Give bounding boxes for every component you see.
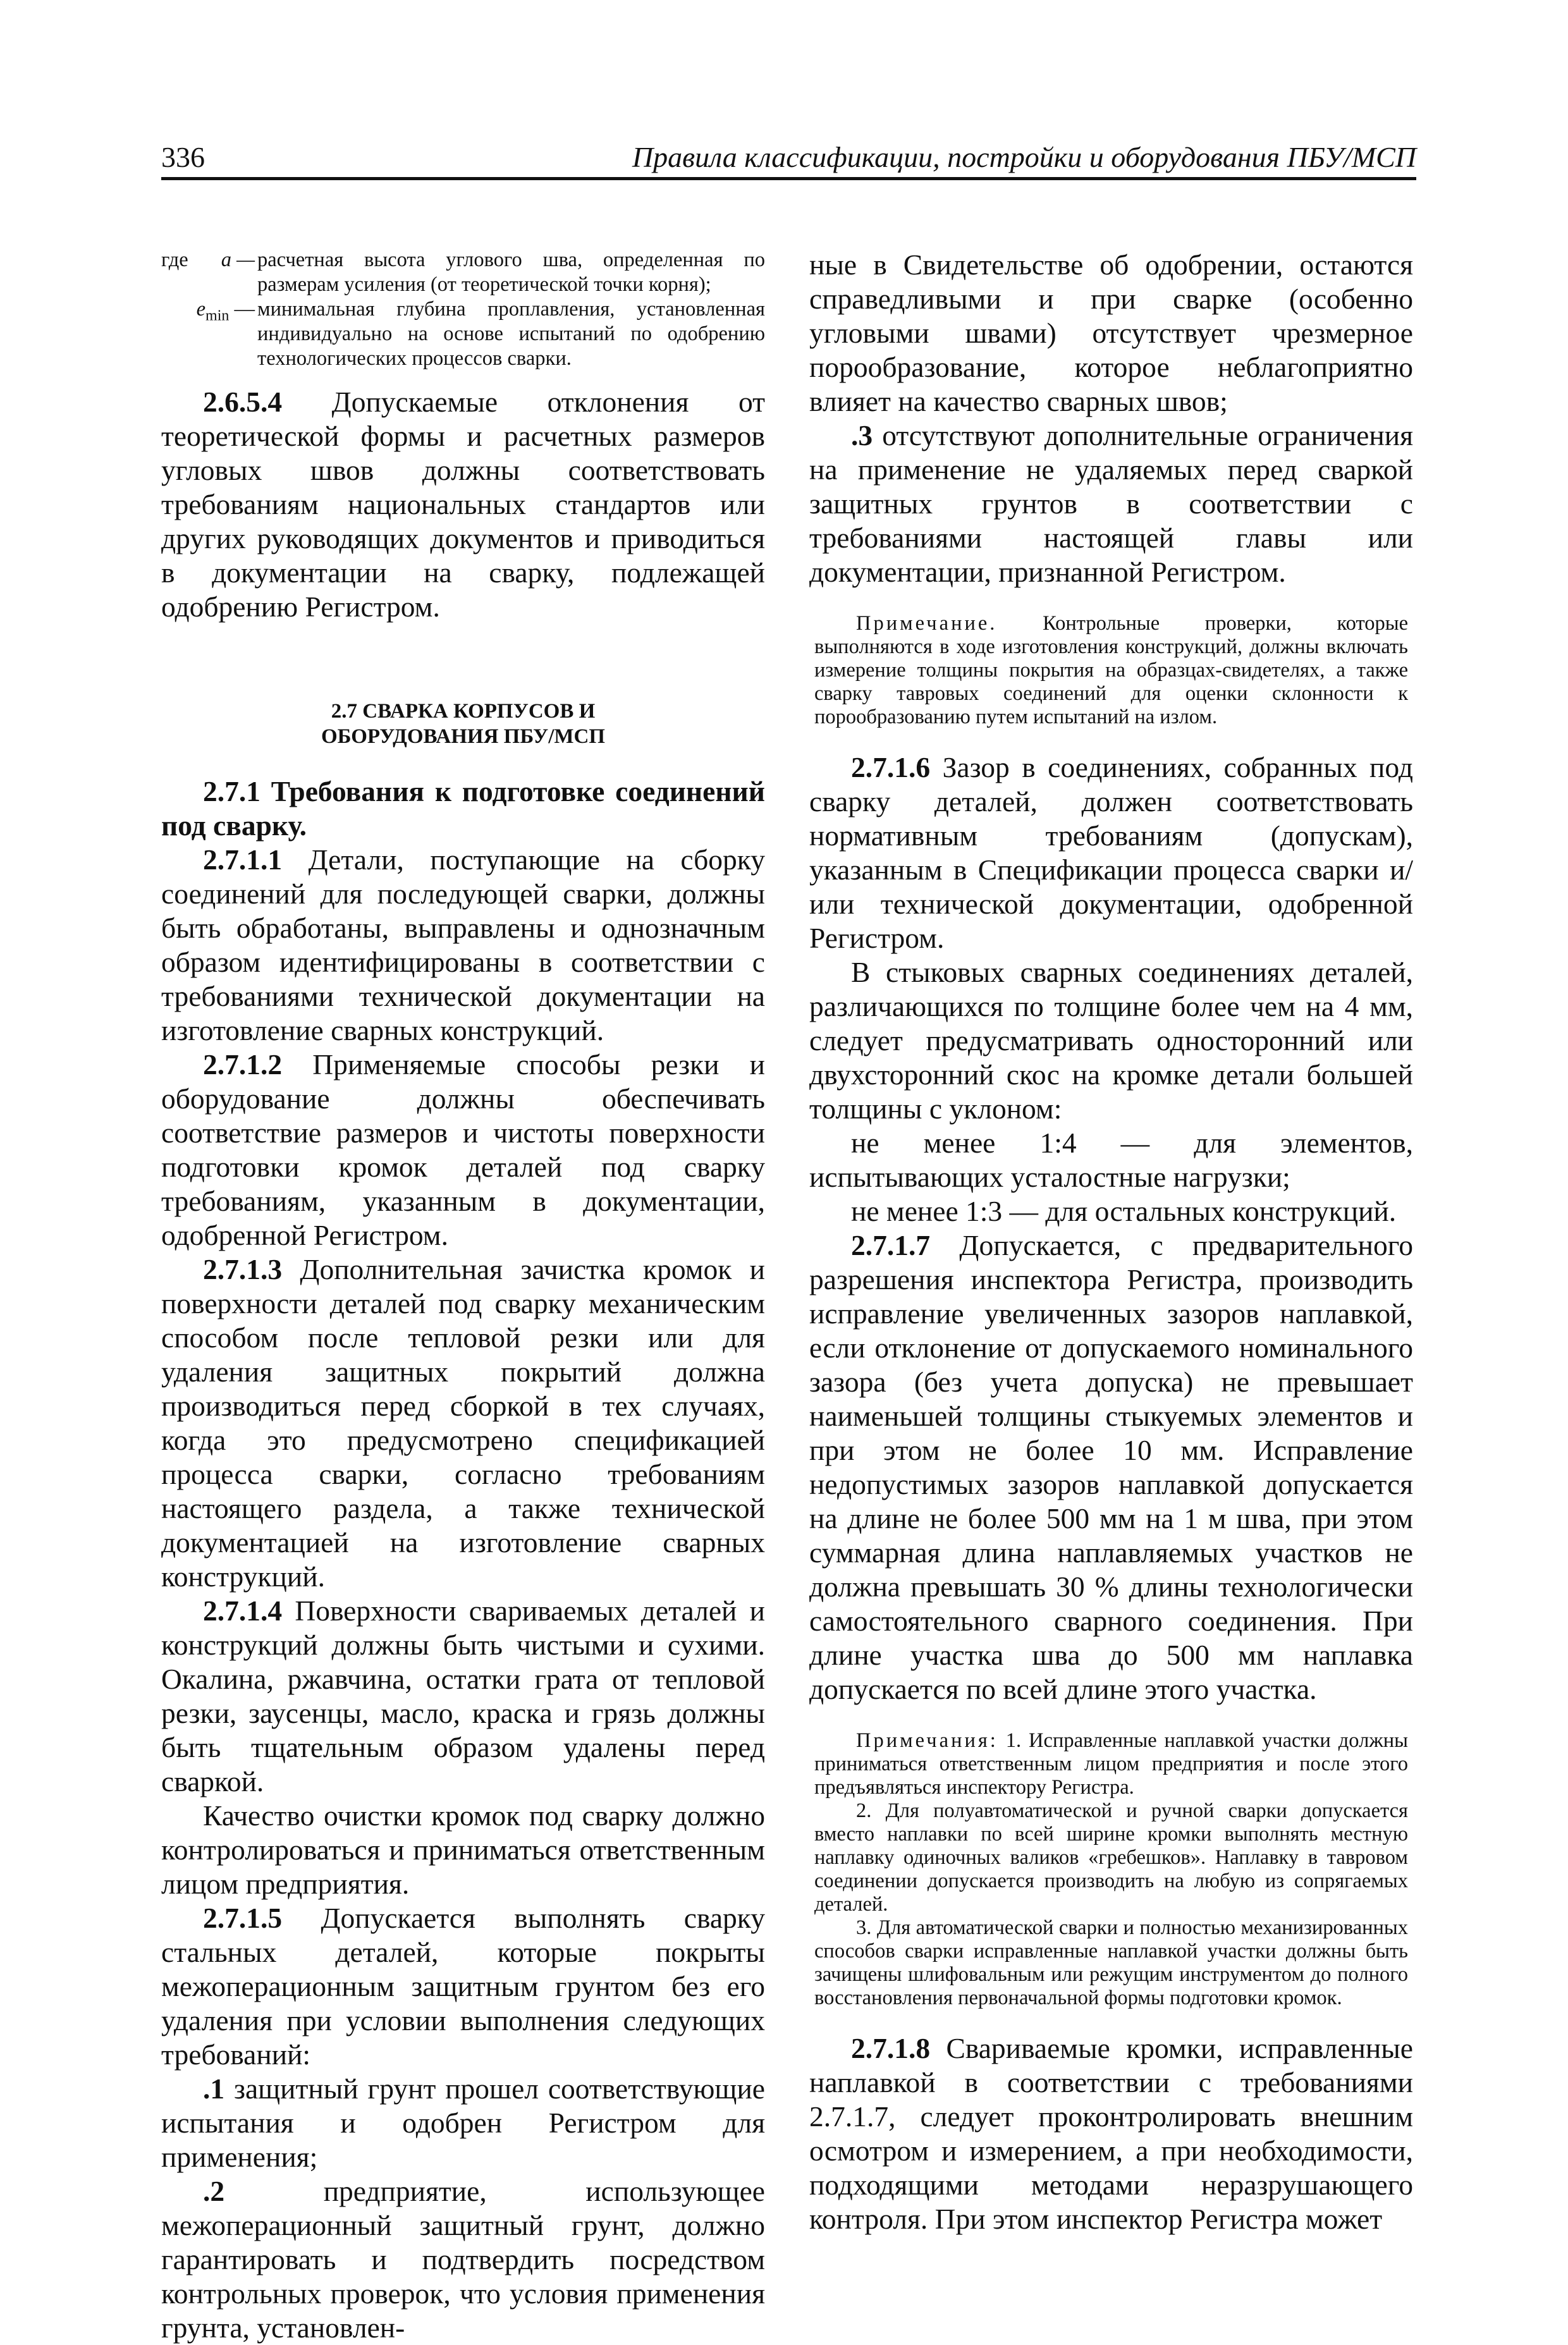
- clause-text: Допускается выполнять сварку стальных деталей, которые покрыты межоперационным защитным грунтом без его удаления при условии выполнения следующих требований:: [161, 1902, 765, 2071]
- clause-number: 2.7.1.6: [851, 751, 931, 783]
- def-emin-letter: e: [196, 298, 206, 321]
- running-title: Правила классификации, постройки и оборудования ПБУ/МСП: [632, 141, 1416, 173]
- paragraph-slope-other: не менее 1:3 — для остальных конструкций.: [851, 1195, 1397, 1227]
- clause-text: Дополнительная зачистка кромок и поверхности деталей под сварку механическим способом после тепловой резки или для удаления защитных покрытий должна производиться перед сборкой в тех случаях, когда это предусмотрено спецификацией процесса сварки, согласно требованиям настоящего раздела, а также технической документацией на изготовление сварных конструкций.: [161, 1253, 765, 1593]
- clause-text: Детали, поступающие на сборку соединений для последующей сварки, должны быть обработаны, выправлены и однозначным образом идентифицированы в соответствии с требованиями технической документации на изготовление сварных конструкций.: [161, 843, 765, 1046]
- def-a-text: расчетная высота углового шва, определенная по размерам усиления (от теоретической точки корня);: [257, 248, 765, 296]
- notes-3: 3. Для автоматической сварки и полностью механизированных способов сварки исправленные наплавкой участки должны быть зачищены шлифовальным или режущим инструментом до полного восстановления первоначальной формы подготовки кромок.: [814, 1916, 1408, 2009]
- clause-number: 2.7.1.8: [851, 2032, 931, 2064]
- subsection-title-2-7-1: 2.7.1 Требования к подготовке соединений под сварку.: [161, 775, 765, 842]
- def-emin-subscript: min: [205, 307, 230, 324]
- left-column: [161, 248, 765, 2345]
- note-1-text: 1. Исправленные наплавкой участки должны приниматься ответственным лицом предприятия и после этого предъявляться инспектору Регистра.: [814, 1729, 1408, 1799]
- paragraph-slope-fatigue: не менее 1:4 — для элементов, испытывающих усталостные нагрузки;: [809, 1127, 1413, 1193]
- clause-text: Поверхности свариваемых деталей и конструкций должны быть чистыми и сухими. Окалина, ржавчина, остатки грата от тепловой резки, заусенцы, масло, краска и грязь должны быть тщательным образом удалены перед сваркой.: [161, 1595, 765, 1797]
- where-label: где: [161, 248, 188, 271]
- section-title-2-7: 2.7 СВАРКА КОРПУСОВ И ОБОРУДОВАНИЯ ПБУ/МСП: [321, 700, 606, 748]
- paragraph-2-7-1-8: [809, 2031, 1413, 2236]
- list-item-2: [161, 2174, 765, 2345]
- clause-text: Свариваемые кромки, исправленные наплавкой в соответствии с требованиями 2.7.1.7, следует проконтролировать внешним осмотром и измерением, а при необходимости, подходящими методами неразрушающего контроля. При этом инспектор Регистра может: [809, 2032, 1413, 2235]
- def-a-symbol: a —: [221, 248, 255, 271]
- list-item-1: [161, 2072, 765, 2174]
- paragraph-butt-joints: В стыковых сварных соединениях деталей, различающихся по толщине более чем на 4 мм, следует предусматривать односторонний или двухсторонний скос на кромке детали большей толщины с уклоном:: [809, 956, 1413, 1125]
- def-emin-text: минимальная глубина проплавления, установленная индивидуально на основе испытаний по одобрению технологических процессов сварки.: [257, 298, 765, 370]
- notes-2: 2. Для полуавтоматической и ручной сварки допускается вместо наплавки по всей ширине кромки выполнять местную наплавку одиночных валиков «гребешков». Наплавку в тавровом соединении допускается производить на любую из сопрягаемых деталей.: [814, 1799, 1408, 1916]
- paragraph-2-6-5-4: [161, 385, 765, 624]
- paragraph-2-7-1-2: [161, 1048, 765, 1252]
- clause-text: Допускается, с предварительного разрешения инспектора Регистра, производить исправление увеличенных зазоров наплавкой, если отклонение от допускаемого номинального зазора (без учета допуска) не превышает наименьшей толщины стыкуемых элементов и при этом не более 10 мм. Исправление недопустимых зазоров наплавкой допускается на длине не более 500 мм на 1 м шва, при этом суммарная длина наплавляемых участков не должна превышать 30 % длины технологически самостоятельного сварного соединения. При длине участка шва до 500 мм наплавка допускается по всей длине этого участка.: [809, 1229, 1413, 1705]
- item-number: .3: [851, 419, 873, 451]
- clause-number: 2.7.1.5: [203, 1902, 283, 1934]
- note-text: Контрольные проверки, которые выполняются в ходе изготовления конструкций, должны включать измерение толщины покрытия на образцах-свидетелях, а также сварку тавровых соединений для оценки склонности к порообразованию путем испытаний на излом.: [814, 612, 1408, 728]
- clause-number: 2.7.1.2: [203, 1048, 283, 1081]
- page-header: [161, 138, 1416, 180]
- clause-number: 2.7.1.3: [203, 1253, 283, 1285]
- paragraph-2-7-1-7: [809, 1228, 1413, 1706]
- list-item-2-continued: ные в Свидетельстве об одобрении, остаются справедливыми и при сварке (особенно угловыми швами) отсутствует чрезмерное порообразование, которое неблагоприятно влияет на качество сварных швов;: [809, 248, 1413, 417]
- paragraph-2-7-1-6: [809, 750, 1413, 955]
- item-text: отсутствуют дополнительные ограничения на применение не удаляемых перед сваркой защитных грунтов в соответствии с требованиями настоящей главы или документации, признанной Регистром.: [809, 419, 1413, 588]
- notes-lead: Примечания:: [856, 1729, 998, 1752]
- item-text: защитный грунт прошел соответствующие испытания и одобрен Регистром для применения;: [161, 2073, 765, 2173]
- clause-text: Зазор в соединениях, собранных под сварку деталей, должен соответствовать нормативным требованиям (допускам), указанным в Спецификации процесса сварки и/или технической документации, одобренной Регистром.: [809, 751, 1413, 954]
- paragraph-2-7-1-3: [161, 1252, 765, 1594]
- note-control-checks: [814, 612, 1408, 729]
- item-number: .2: [203, 2175, 225, 2207]
- formula-definitions: [161, 248, 765, 371]
- clause-text: Применяемые способы резки и оборудование должны обеспечивать соответствие размеров и чистоты поверхности подготовки кромок деталей под сварку требованиям, указанным в документации, одобренной Регистром.: [161, 1048, 765, 1251]
- list-item-3: [809, 419, 1413, 589]
- paragraph-2-7-1-1: [161, 843, 765, 1048]
- note-lead: Примечание.: [856, 612, 998, 635]
- item-number: .1: [203, 2073, 225, 2105]
- paragraph-quality-control: Качество очистки кромок под сварку должно контролироваться и приниматься ответственным лицом предприятия.: [161, 1799, 765, 1900]
- clause-number: 2.7.1.4: [203, 1595, 283, 1627]
- clause-number: 2.7.1.1: [203, 843, 283, 876]
- clause-number: 2.6.5.4: [203, 386, 283, 418]
- right-column: [809, 248, 1413, 2236]
- paragraph-2-7-1-5: [161, 1901, 765, 2072]
- def-emin-dash: —: [229, 298, 255, 321]
- item-text: предприятие, использующее межоперационный защитный грунт, должно гарантировать и подтвердить посредством контрольных проверок, что условия применения грунта, установлен-: [161, 2175, 765, 2344]
- clause-number: 2.7.1.7: [851, 1229, 931, 1261]
- paragraph-2-7-1-4: [161, 1594, 765, 1799]
- notes-1: [814, 1729, 1408, 1799]
- page-number: 336: [161, 141, 205, 173]
- clause-text: Допускаемые отклонения от теоретической формы и расчетных размеров угловых швов должны соответствовать требованиям национальных стандартов или других руководящих документов и приводиться в документации на сварку, подлежащей одобрению Регистром.: [161, 386, 765, 623]
- def-emin-symbol: [161, 297, 257, 371]
